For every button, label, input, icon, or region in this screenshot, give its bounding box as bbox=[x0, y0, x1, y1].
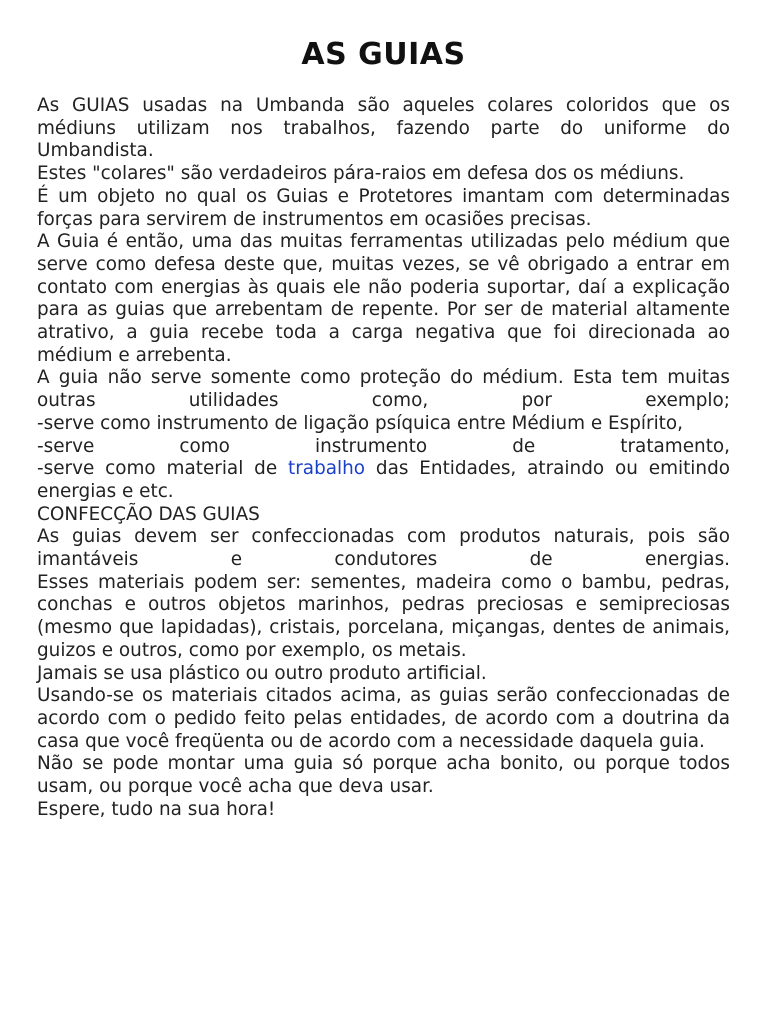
page-title: AS GUIAS bbox=[301, 37, 466, 72]
material-text-after: das Entidades, atraindo ou emitindo energias e etc. bbox=[37, 458, 731, 502]
document-page bbox=[37, 0, 730, 822]
paragraph-confeccao: Usando-se os materiais citados acima, as guias serão confeccionadas de acordo com o pedido feito pelas entidades, de acordo com a doutrina da casa que você freqüenta ou de acordo com a necessidade daquela guia. bbox=[37, 685, 730, 752]
paragraph-protecao: A guia não serve somente como proteção do médium. Esta tem muitas outras utilidades como, por exemplo; bbox=[37, 367, 730, 412]
paragraph-ferramenta: A Guia é então, uma das muitas ferramentas utilizadas pelo médium que serve como defesa deste que, muitas vezes, se vê obrigado a entrar em contato com energias às quais ele não poderia suportar, daí a explicação para as guias que arrebentam de repente. Por ser de material altamente atrativo, a guia recebe toda a carga negativa que foi direcionada ao médium e arrebenta. bbox=[37, 231, 730, 366]
paragraph-montar: Não se pode montar uma guia só porque acha bonito, ou porque todos usam, ou porque você acha que deva usar. bbox=[37, 753, 730, 798]
paragraph-material bbox=[37, 458, 730, 503]
paragraph-intro: As GUIAS usadas na Umbanda são aqueles colares coloridos que os médiuns utilizam nos trabalhos, fazendo parte do uniforme do Umbandista. bbox=[37, 95, 730, 162]
section-heading: CONFECÇÃO DAS GUIAS bbox=[37, 503, 260, 525]
paragraph-materiais: Esses materiais podem ser: sementes, madeira como o bambu, pedras, conchas e outros objetos marinhos, pedras preciosas e semipreciosas (mesmo que lapidadas), cristais, porcelana, miçangas, dentes de animais, guizos e outros, como por exemplo, os metais. bbox=[37, 571, 730, 661]
paragraph-colares: Estes "colares" são verdadeiros pára-raios em defesa dos os médiuns. bbox=[37, 163, 685, 185]
paragraph-ligacao: -serve como instrumento de ligação psíquica entre Médium e Espírito, bbox=[37, 412, 683, 434]
paragraph-produtos: As guias devem ser confeccionadas com produtos naturais, pois são imantáveis e condutores de energias. bbox=[37, 526, 730, 571]
paragraph-tratamento: -serve como instrumento de tratamento, bbox=[37, 435, 730, 457]
paragraph-plastico: Jamais se usa plástico ou outro produto artificial. bbox=[37, 662, 487, 684]
trabalho-link[interactable]: trabalho bbox=[288, 458, 366, 480]
material-text-before: -serve como material de bbox=[37, 458, 289, 480]
paragraph-espere: Espere, tudo na sua hora! bbox=[37, 798, 276, 820]
document-body bbox=[37, 95, 730, 822]
paragraph-objeto: É um objeto no qual os Guias e Protetores imantam com determinadas forças para servirem de instrumentos em ocasiões precisas. bbox=[37, 185, 730, 230]
